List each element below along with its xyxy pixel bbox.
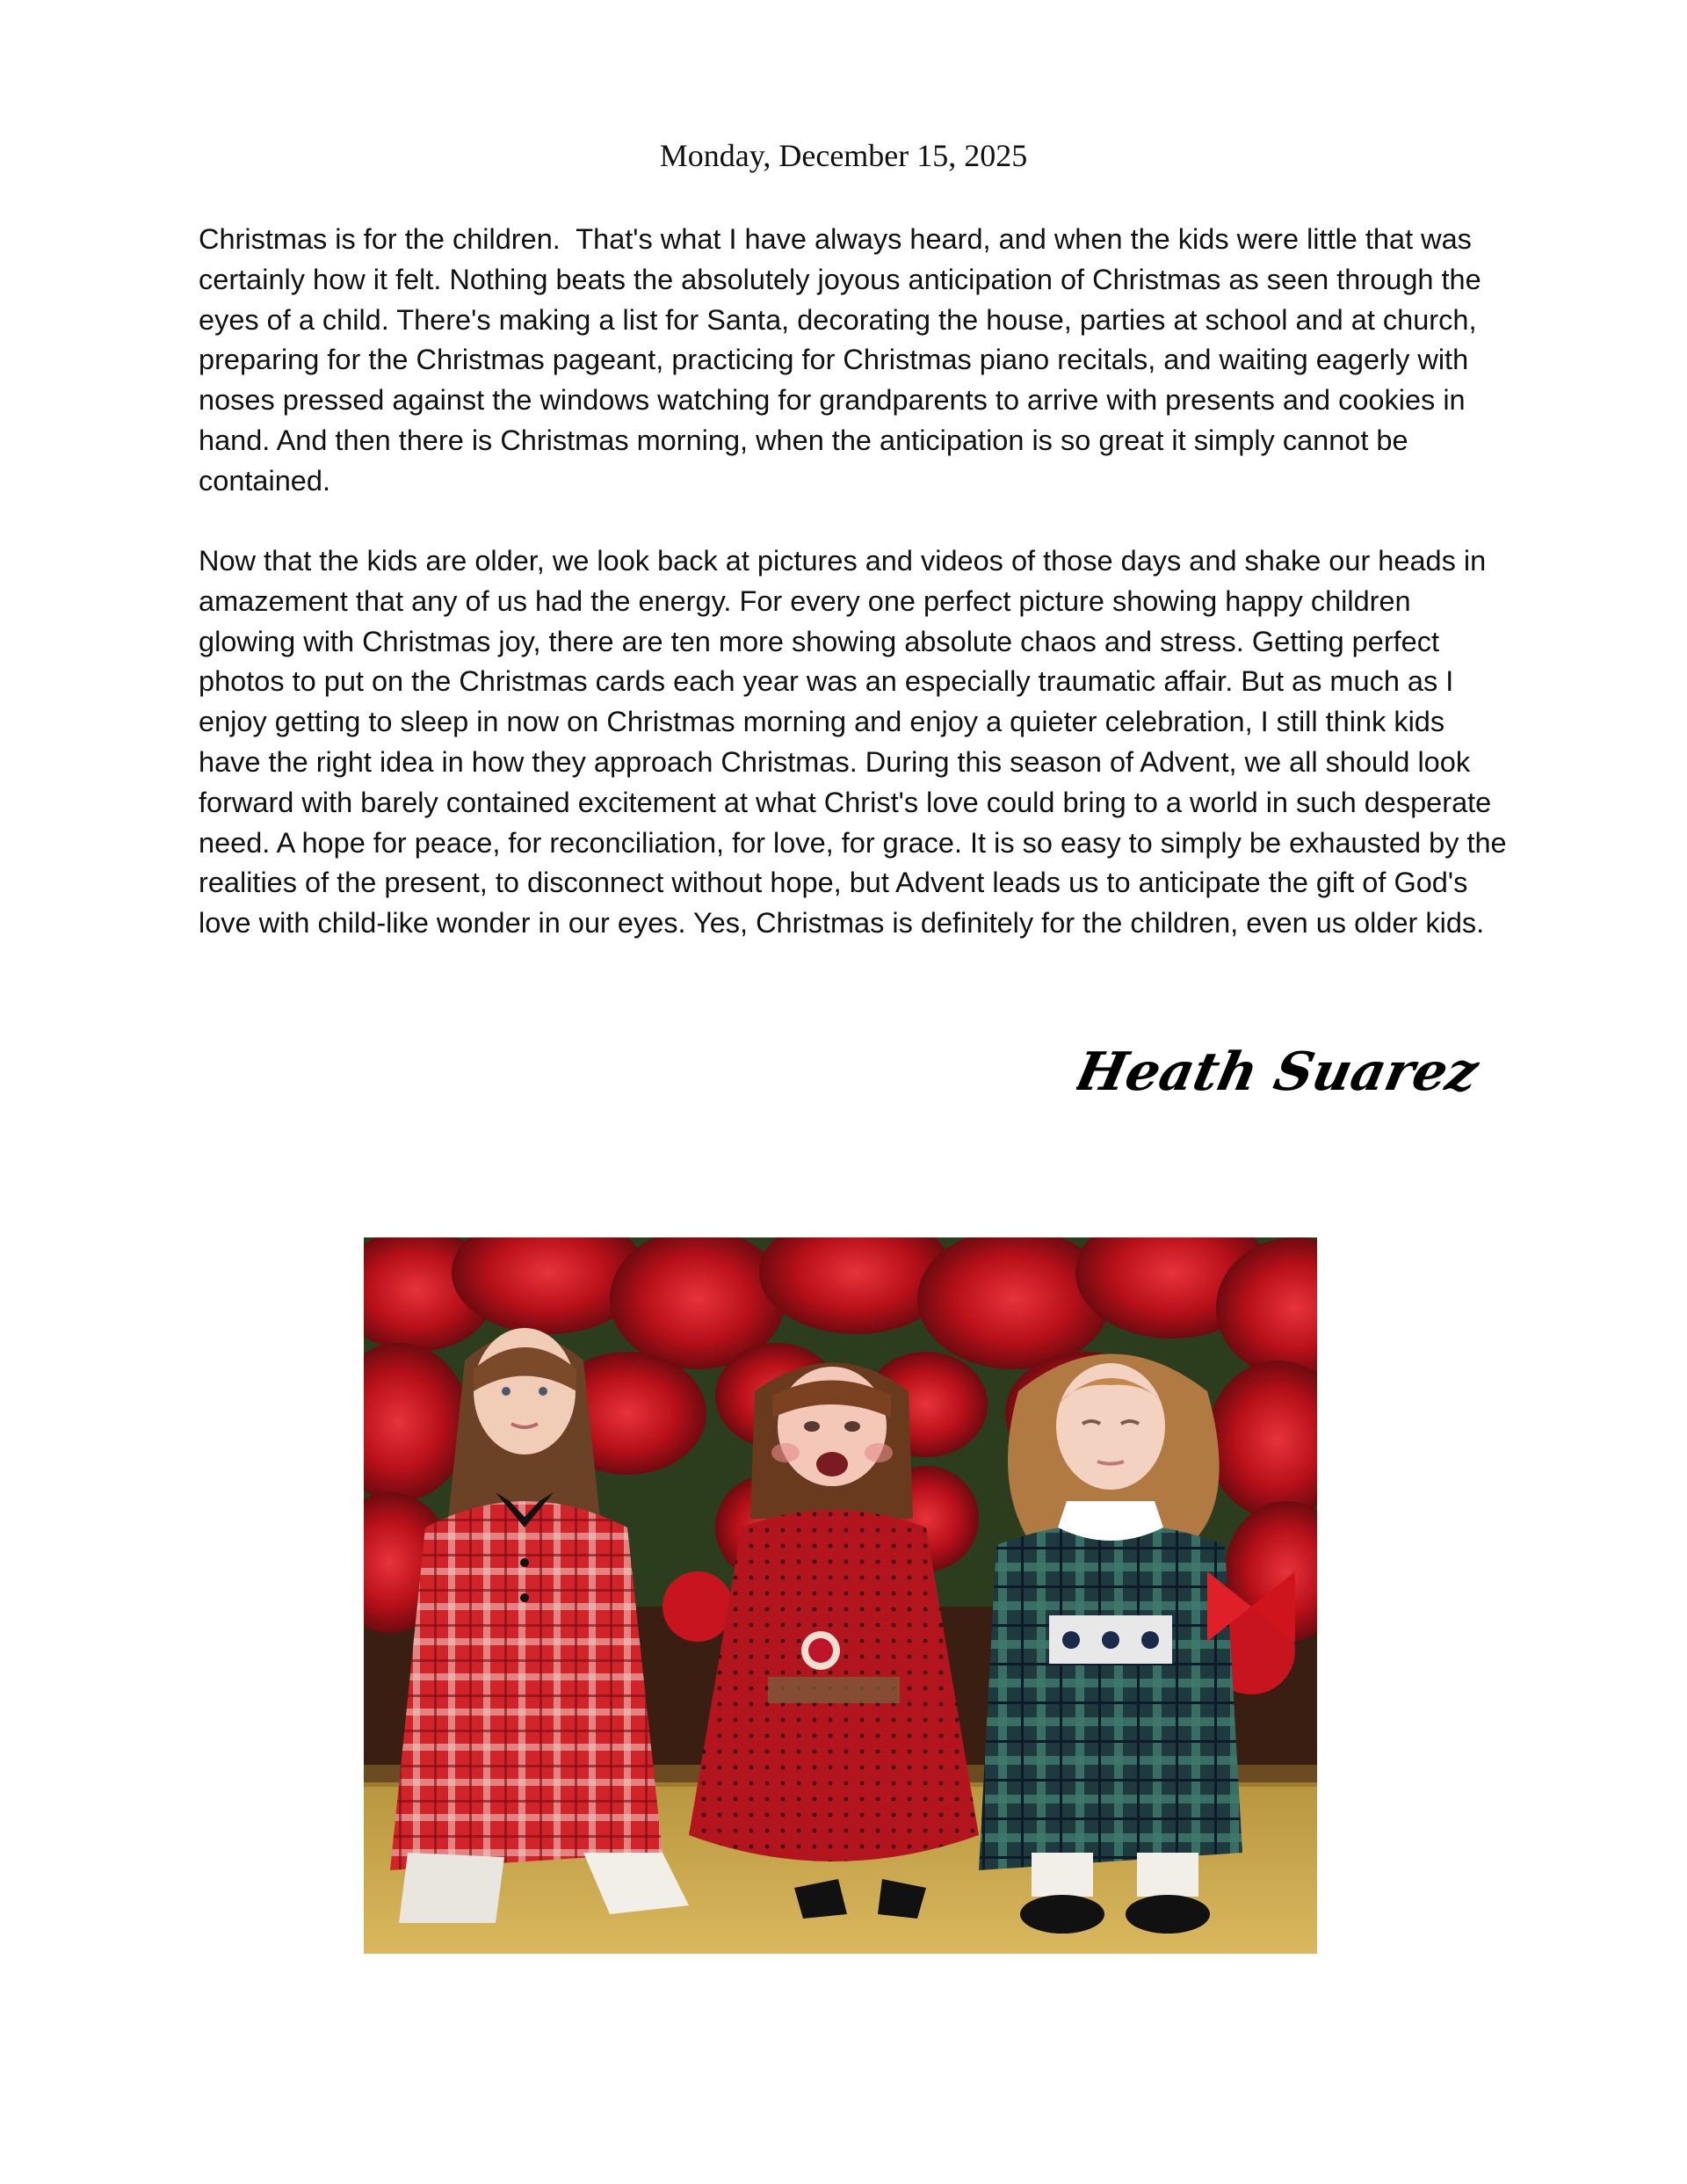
signature-text: Heath Suarez xyxy=(1076,1041,1484,1103)
paragraph-1: Christmas is for the children. That's what I have always heard, and when the kids were little that was certainly how it felt. Nothing beats the absolutely joyous anticipation of Christmas as seen through the eyes of a child. There's making a list for Santa, decorating the house, parties at school and at church, preparing for the Christmas pageant, practicing for Christmas piano recitals, and waiting eagerly with noses pressed against the windows watching for grandparents to arrive with presents and cookies in hand. And then there is Christmas morning, when the anticipation is so great it simply cannot be contained. xyxy=(199,223,1489,497)
girl-right xyxy=(979,1354,1242,1934)
letter-date: Monday, December 15, 2025 xyxy=(659,138,1028,173)
family-photo xyxy=(364,1237,1317,1954)
paragraph-2: Now that the kids are older, we look back at pictures and videos of those days and shake our heads in amazement that any of us had the energy. For every one perfect picture showing happy children glowing with Christmas joy, there are ten more showing absolute chaos and stress. Getting perfect photos to put on the Christmas cards each year was an especially traumatic affair. But as much as I enjoy getting to sleep in now on Christmas morning and enjoy a quieter celebration, I still think kids have the right idea in how they approach Christmas. During this season of Advent, we all should look forward with barely contained excitement at what Christ's love could bring to a world in such desperate need. A hope for peace, for reconciliation, for love, for grace. It is so easy to simply be exhausted by the realities of the present, to disconnect without hope, but Advent leads us to anticipate the gift of God's love with child-like wonder in our eyes. Yes, Christmas is definitely for the children, even us older kids. xyxy=(199,545,1515,940)
signature-image xyxy=(1076,1033,1516,1121)
photo-illustration xyxy=(364,1237,1317,1954)
signature xyxy=(1076,1033,1516,1121)
